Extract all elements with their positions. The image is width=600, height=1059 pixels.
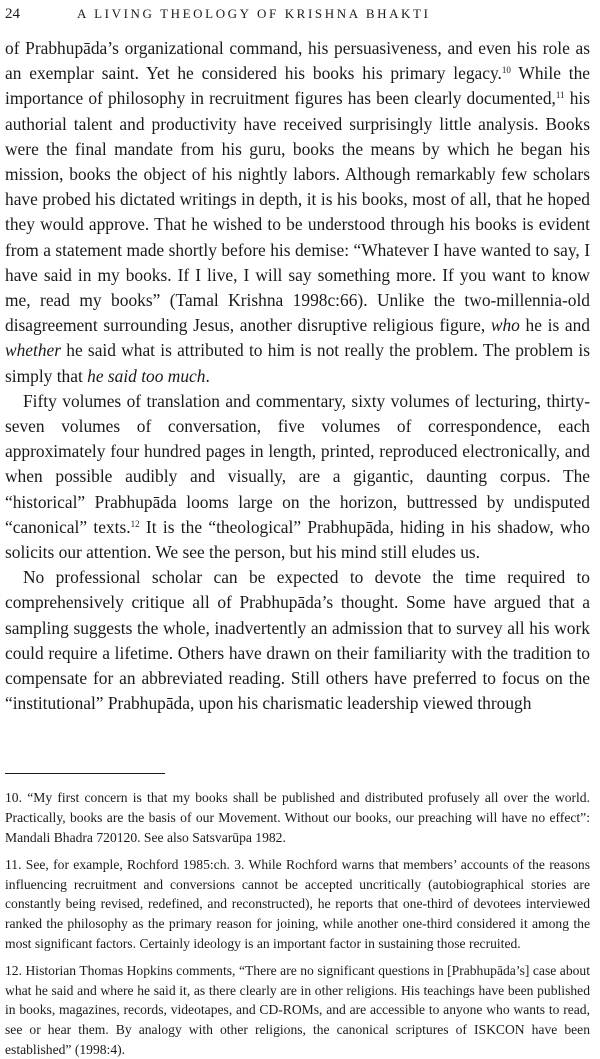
running-head (5, 6, 590, 28)
footnote-divider (5, 773, 165, 774)
footnote-10: 10. “My first concern is that my books shall be published and distributed profusely all over the world. Practically, books are the basis of our Movement. Without our books, our preaching will have no effect”: Mandali Bhadra 720120. See also Satsvarūpa 1982. (5, 790, 590, 845)
emphasis-whether: whether (5, 340, 62, 361)
emphasis-who: who (490, 315, 520, 336)
footnote-ref-11[interactable]: 11 (555, 90, 565, 101)
footnote-11: 11. See, for example, Rochford 1985:ch. 3. While Rochford warns that members’ accounts of the reasons influencing recruitment and conversions cannot be accepted uncritically (autobiographical stories are constantly being revised, redefined, and reconstructed), he reports that one-third of devotees interviewed ranked the philosophy as the primary reason for joining, while another one-third considered it among the most significant factors. Certainly ideology is an important factor in sustaining those recruited. (5, 857, 590, 951)
running-title: A LIVING THEOLOGY OF KRISHNA BHAKTI (77, 6, 431, 21)
paragraph-3: No professional scholar can be expected to devote the time required to comprehensively critique all of Prabhupāda’s thought. Some have argued that a sampling suggests the whole, inadvertently an admission that to survey all his work could require a lifetime. Others have drawn on their familiarity with the tradition to compensate for an abbreviated reading. Still others have preferred to focus on the “institutional” Prabhupāda, upon his charismatic leadership viewed through (5, 567, 590, 714)
footnote-12: 12. Historian Thomas Hopkins comments, “There are no significant questions in [Prabhupāda’s] case about what he said and where he said it, as there clearly are in other religions. His teachings have been published in books, magazines, records, videotapes, and CD-ROMs, and are accessible to anyone who wants to read, see or hear them. By analogy with other religions, the canonical scriptures of ISKCON have been established” (1998:4). (5, 963, 590, 1057)
body-text (5, 36, 590, 716)
footnote-ref-12[interactable]: 12 (130, 518, 140, 529)
footnote-ref-10[interactable]: 10 (501, 65, 511, 76)
footnotes (5, 788, 590, 1059)
paragraph-2: Fifty volumes of translation and commentary, sixty volumes of lecturing, thirty-seven volumes of conversation, five volumes of correspondence, each approximately four hundred pages in length, printed, reproduced electronically, and when possible audibly and visually, are a gigantic, daunting corpus. The “historical” Prabhupāda looms large on the horizon, buttressed by undisputed “canonical” texts.$^{12}$ It is the “theological” Prabhupāda, hiding in his shadow, who solicits our attention. We see the person, but his mind still eludes us. (5, 390, 591, 563)
page-number: 24 (5, 6, 20, 22)
emphasis-he-said-too-much: he said too much (87, 365, 206, 386)
paragraph-1: of Prabhupāda’s organizational command, his persuasiveness, and even his role as an exemplar saint. Yet he considered his books his primary legacy.$^{10}$ While the importance of philosophy in recruitment figures has been clearly documented,$^{11}$ his authorial talent and productivity have received surprisingly little analysis. Books were the final mandate from his guru, books the means by which he began his mission, books the object of his nightly labors. Although remarkably few scholars have probed his dictated writings in depth, it is his books, most of all, that he hoped they would approve. That he wished to be understood through his books is evident from a statement made shortly before his demise: “Whatever I have wanted to say, I have said in my books. If I live, I will say something more. If you want to know me, read my books” (Tamal Krishna 1998c:66). Unlike the two-millennia-old disagreement surrounding Jesus, another disruptive religious figure, who he is and whether he said what is attributed to him is not really the problem. The problem is simply that he said too much. (5, 38, 590, 386)
